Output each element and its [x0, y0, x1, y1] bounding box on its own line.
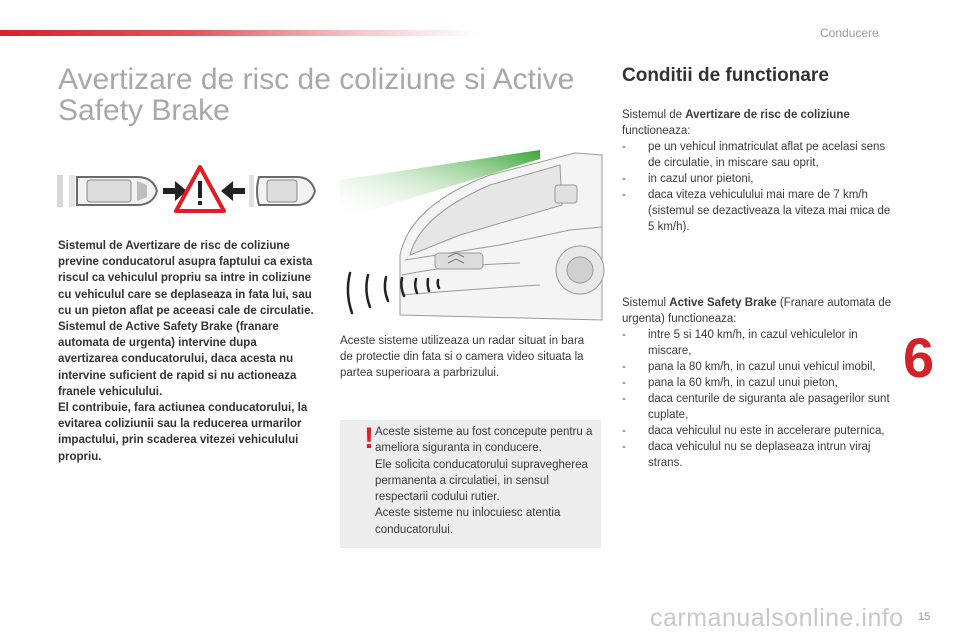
intro-suffix: (Franare automata de urgenta) functioneaza:	[622, 297, 892, 325]
brake-conditions-intro	[622, 295, 892, 327]
front-van-icon	[249, 175, 315, 207]
header-accent-bar	[0, 30, 480, 36]
warning-line: Aceste sisteme au fost concepute pentru a ameliora siguranta in conducere.	[375, 426, 593, 455]
page-number: 15	[918, 611, 931, 623]
radar-camera-illustration	[340, 145, 605, 325]
list-item: - daca viteza vehiculului mai mare de 7 km/h (sistemul se dezactiveaza la viteza mai mica de 5 km/h).	[622, 189, 891, 233]
list-item: - pe un vehicul inmatriculat aflat pe acelasi sens de circulatie, in miscare sau oprit,	[622, 141, 886, 169]
list-item: - daca centurile de siguranta ale pasagerilor sunt cuplate,	[622, 393, 890, 421]
warning-exclamation-icon: !	[364, 422, 374, 455]
warning-line: Aceste sisteme nu inlocuiesc atentia conducatorului.	[375, 507, 561, 536]
arrow-left-icon	[221, 181, 245, 201]
list-item: - pana la 60 km/h, in cazul unui pieton,	[622, 377, 838, 389]
warning-line: Ele solicita conducatorului supravegherea permanenta a circulatiei, in sensul respectarii codului rutier.	[375, 458, 588, 504]
watermark: carmanualsonline.info	[650, 604, 904, 632]
system-name: Active Safety Brake	[669, 297, 777, 309]
list-item: - daca vehiculul nu se deplaseaza intrun viraj strans.	[622, 441, 871, 469]
intro-paragraph: Sistemul de Avertizare de risc de coliziune previne conducatorul asupra faptului ca exista riscul ca vehiculul propriu sa intre in coliziune cu vehiculul care se deplaseaza in fata lui, sau cu un pieton aflat pe aceeasi cale de circulatie.	[58, 240, 314, 317]
conditions-heading: Conditii de functionare	[622, 65, 829, 86]
list-item: - pana la 80 km/h, in cazul unui vehicul imobil,	[622, 361, 876, 373]
list-item: - intre 5 si 140 km/h, in cazul vehiculelor in miscare,	[622, 329, 858, 357]
page-title: Avertizare de risc de coliziune si Active Safety Brake	[58, 63, 575, 127]
system-name: Avertizare de risc de coliziune	[685, 109, 850, 121]
rear-van-icon	[57, 175, 157, 207]
section-name: Conducere	[820, 26, 879, 40]
collision-conditions-intro	[622, 107, 892, 139]
list-item: - daca vehiculul nu este in accelerare puternica,	[622, 425, 885, 437]
intro-suffix: functioneaza:	[622, 125, 691, 137]
list-item: - in cazul unor pietoni,	[622, 173, 754, 185]
chapter-number: 6	[903, 326, 935, 389]
radar-description: Aceste sisteme utilizeaza un radar situat in bara de protectie din fata si o camera video situata la partea superioara a parbrizului.	[340, 335, 585, 379]
intro-prefix: Sistemul de	[622, 109, 686, 121]
intro-paragraph: Sistemul de Active Safety Brake (franare automata de urgenta) intervine dupa avertizarea conducatorului, daca acesta nu intervine suficient de rapid si nu actioneaza franele vehiculului.	[58, 321, 297, 398]
intro-description	[58, 238, 320, 465]
collision-warning-illustration	[55, 165, 317, 225]
intro-paragraph: El contribuie, fara actiunea conducatorului, la evitarea coliziunii sau la reducerea urmarilor impactului, prin scaderea vitezei vehiculului propriu.	[58, 402, 308, 463]
warning-text	[375, 424, 597, 538]
intro-prefix: Sistemul	[622, 297, 670, 309]
collision-conditions-list	[622, 139, 892, 235]
brake-conditions-list	[622, 327, 892, 471]
